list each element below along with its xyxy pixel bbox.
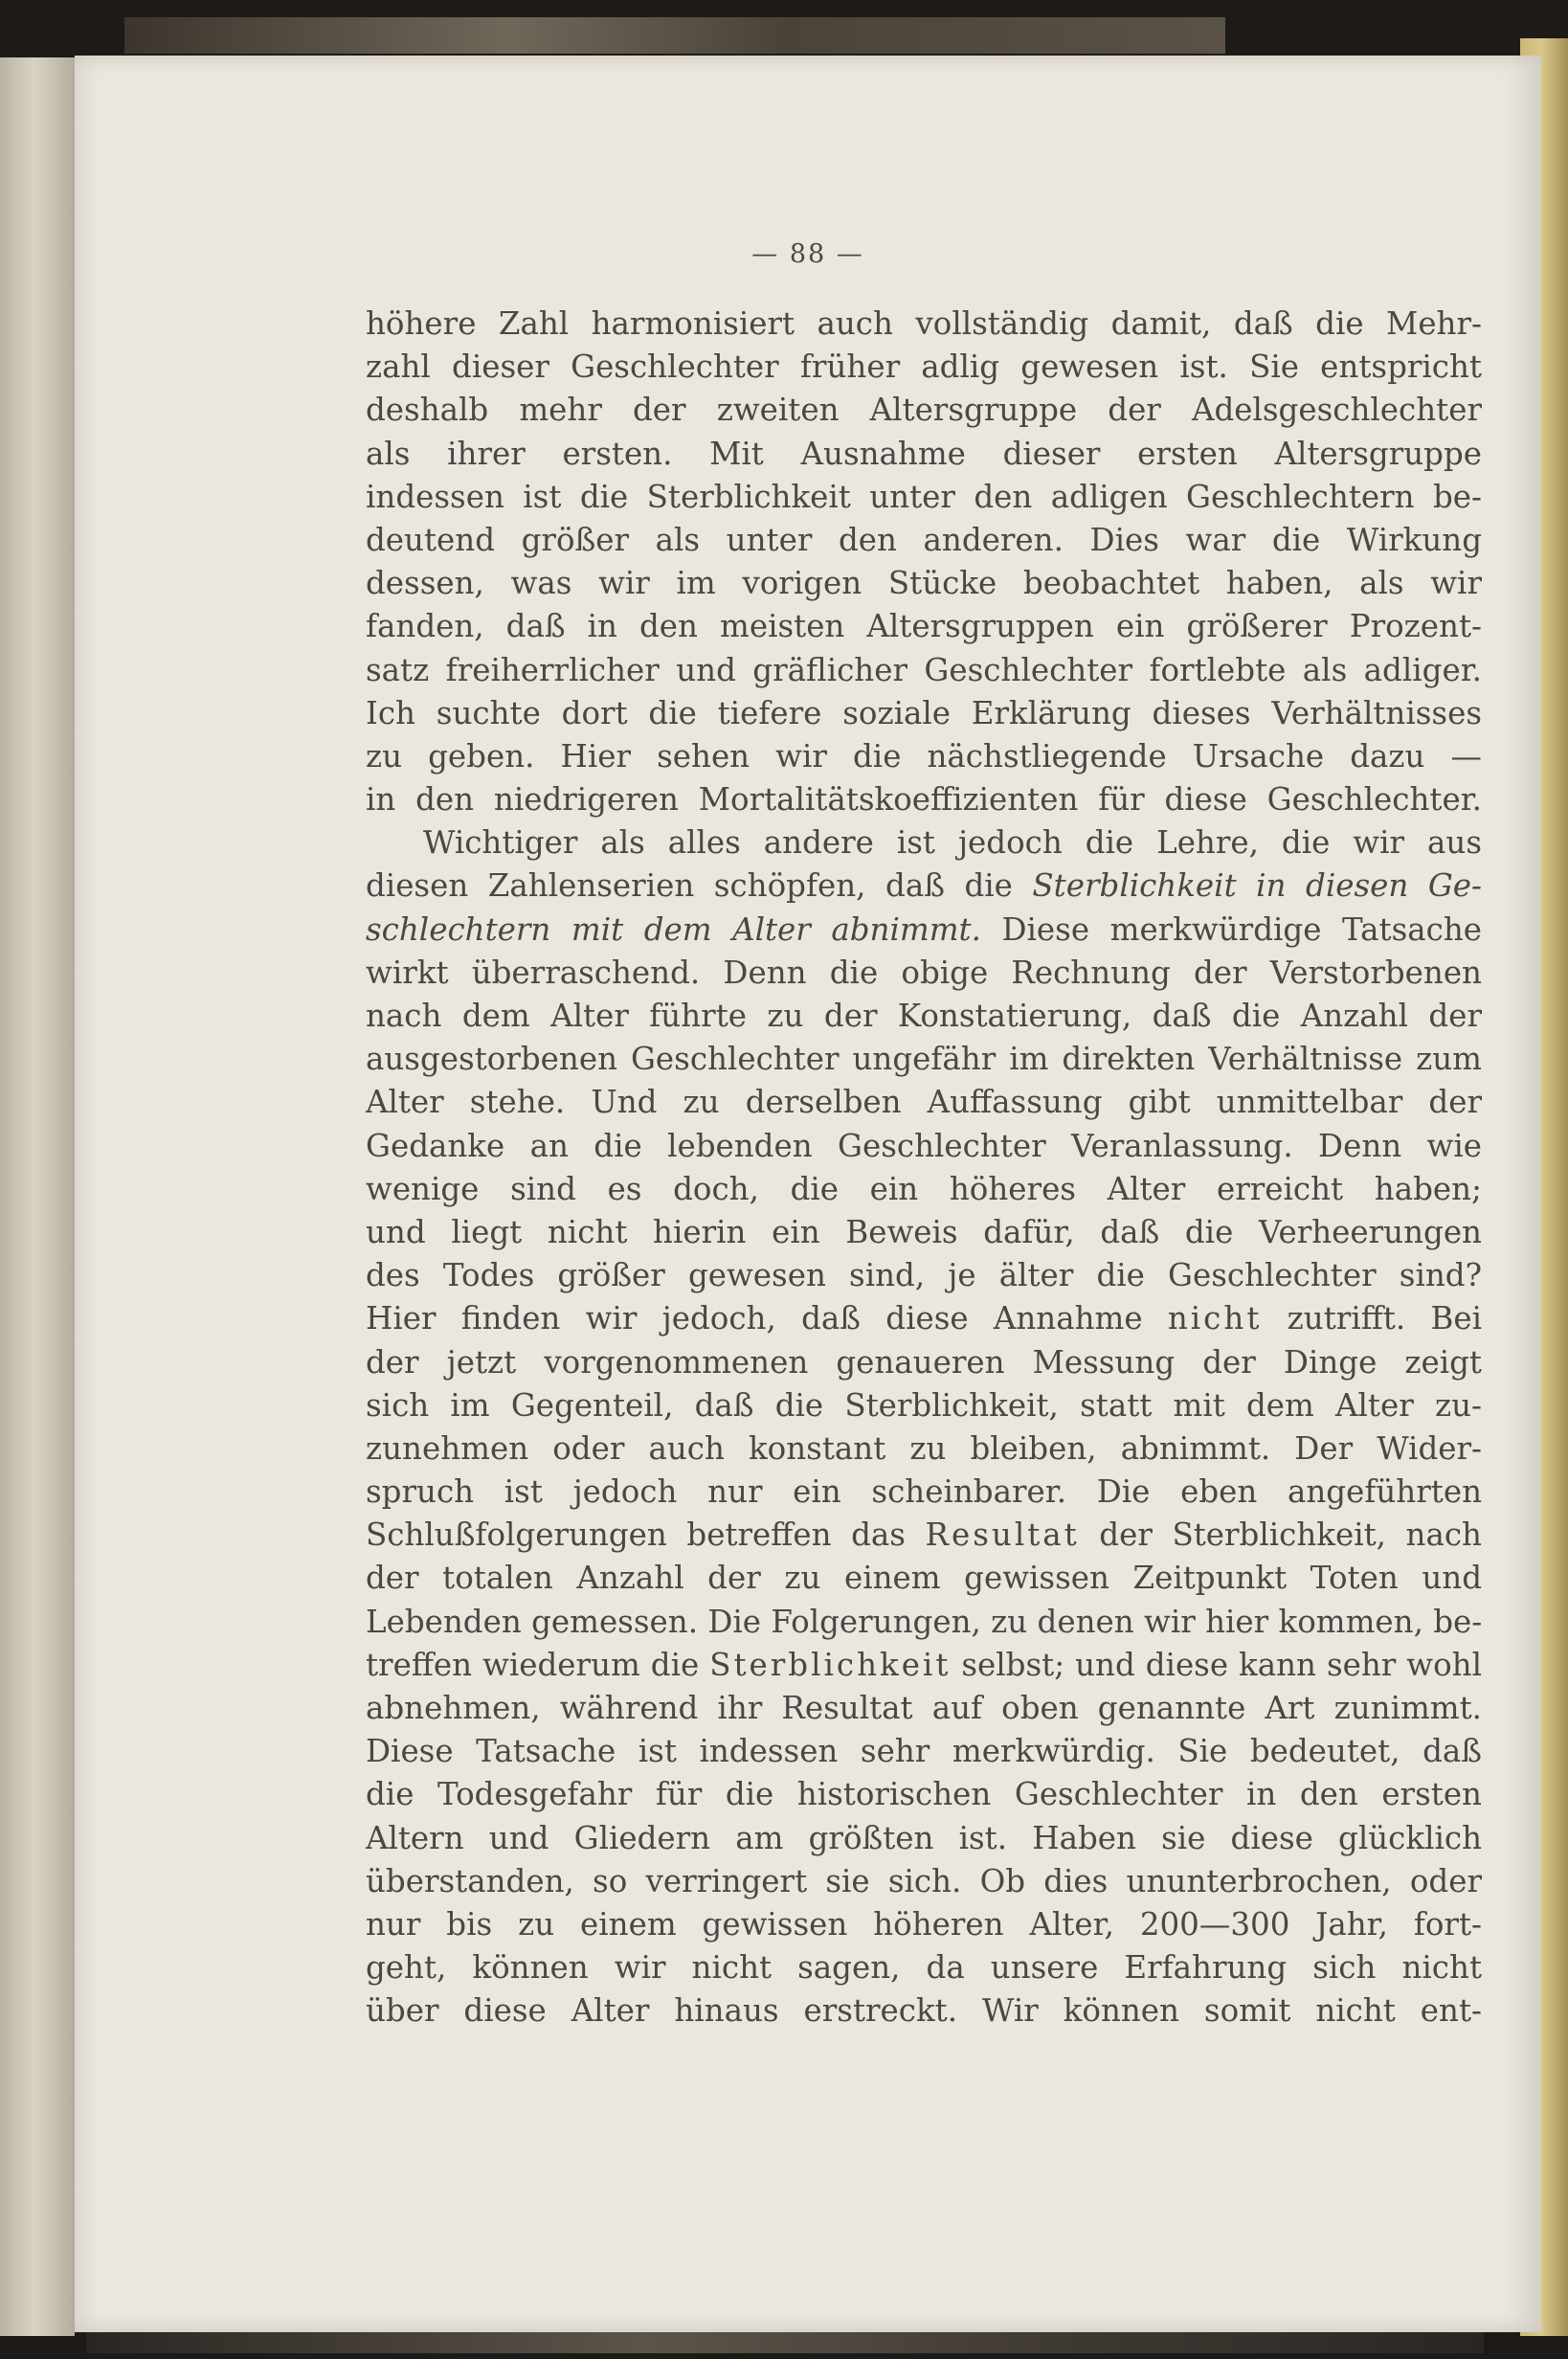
text-line — [366, 1730, 1482, 1773]
line-text: geht, können wir nicht sagen, da unsere Erfahrung sich nicht — [366, 1949, 1482, 1987]
text-line — [366, 1081, 1482, 1124]
italic-emphasis: Sterblichkeit in diesen Ge- — [1032, 867, 1482, 905]
text-line — [366, 476, 1482, 519]
spaced-emphasis: nicht — [1167, 1300, 1263, 1337]
text-line — [366, 1341, 1482, 1384]
text-line — [366, 1687, 1482, 1730]
line-text: Alter stehe. Und zu derselben Auffassung gibt unmittelbar der — [366, 1084, 1482, 1121]
text-line — [366, 1427, 1482, 1471]
text-line — [366, 1125, 1482, 1168]
line-text: selbst; und diese kann sehr wohl — [951, 1646, 1482, 1683]
line-text: diesen Zahlenserien schöpfen, daß die — [366, 867, 1033, 905]
line-text: zunehmen oder auch konstant zu bleiben, abnimmt. Der Wider- — [366, 1429, 1482, 1467]
line-text: Ich suchte dort die tiefere soziale Erklärung dieses Verhältnisses — [366, 694, 1482, 731]
text-line — [366, 865, 1482, 908]
line-text: höhere Zahl harmonisiert auch vollständig damit, daß die Mehr- — [366, 305, 1482, 342]
italic-emphasis: schlechtern mit dem Alter abnimmt. — [366, 910, 981, 948]
line-text: des Todes größer gewesen sind, je älter die Geschlechter sind? — [366, 1257, 1482, 1294]
line-text: spruch ist jedoch nur ein scheinbarer. Die eben angeführten — [366, 1473, 1482, 1511]
text-line — [366, 778, 1482, 821]
text-line — [366, 995, 1482, 1038]
line-text: fanden, daß in den meisten Altersgruppen ein größerer Prozent- — [366, 608, 1482, 645]
text-line — [366, 1168, 1482, 1211]
line-text: Hier finden wir jedoch, daß diese Annahme — [366, 1300, 1168, 1337]
text-line — [366, 692, 1482, 735]
line-text: deshalb mehr der zweiten Altersgruppe der Adelsgeschlechter — [366, 392, 1482, 429]
text-line — [366, 1514, 1482, 1557]
text-line — [366, 303, 1482, 346]
line-text: Diese Tatsache ist indessen sehr merkwürdig. Sie bedeutet, daß — [366, 1733, 1482, 1770]
line-text: Schlußfolgerungen betreffen das — [366, 1516, 926, 1554]
text-line — [366, 952, 1482, 995]
text-line — [366, 1297, 1482, 1340]
text-line — [366, 1817, 1482, 1860]
line-text: überstanden, so verringert sie sich. Ob dies ununterbrochen, oder — [366, 1862, 1482, 1899]
page-number: — 88 — — [751, 239, 864, 269]
spaced-emphasis: Sterblichkeit — [709, 1646, 952, 1683]
line-text: satz freiherrlicher und gräflicher Geschlechter fortlebte als adliger. — [366, 651, 1482, 688]
line-text: dessen, was wir im vorigen Stücke beobachtet haben, als wir — [366, 565, 1482, 602]
line-text: Wichtiger als alles andere ist jedoch die Lehre, die wir aus — [423, 824, 1482, 862]
text-line — [366, 1254, 1482, 1297]
text-line — [366, 1644, 1482, 1687]
line-text: die Todesgefahr für die historischen Geschlechter in den ersten — [366, 1776, 1482, 1813]
text-line — [366, 1989, 1482, 2033]
text-line — [366, 1038, 1482, 1081]
text-line — [366, 1471, 1482, 1514]
line-text: Lebenden gemessen. Die Folgerungen, zu denen wir hier kommen, be- — [366, 1603, 1482, 1640]
line-text: zahl dieser Geschlechter früher adlig gewesen ist. Sie entspricht — [366, 348, 1482, 386]
line-text: nur bis zu einem gewissen höheren Alter, 200—300 Jahr, fort- — [366, 1905, 1482, 1943]
book-page — [75, 56, 1541, 2332]
body-text — [366, 303, 1482, 2033]
text-line — [366, 1601, 1482, 1644]
line-text: und liegt nicht hierin ein Beweis dafür, daß die Verheerungen — [366, 1213, 1482, 1250]
line-text: wenige sind es doch, die ein höheres Alter erreicht haben; — [366, 1170, 1482, 1207]
text-line — [366, 1384, 1482, 1427]
line-text: der jetzt vorgenommenen genaueren Messung der Dinge zeigt — [366, 1343, 1482, 1381]
line-text: sich im Gegenteil, daß die Sterblichkeit, statt mit dem Alter zu- — [366, 1386, 1482, 1424]
text-line — [366, 562, 1482, 605]
top-binding-strip — [124, 17, 1225, 54]
text-line — [366, 1860, 1482, 1903]
line-text: Diese merkwürdige Tatsache — [980, 910, 1482, 948]
text-line — [366, 1903, 1482, 1946]
line-text: treffen wiederum die — [366, 1646, 710, 1683]
line-text: Altern und Gliedern am größten ist. Haben sie diese glücklich — [366, 1819, 1482, 1856]
text-line — [366, 1946, 1482, 1989]
line-text: wirkt überraschend. Denn die obige Rechnung der Verstorbenen — [366, 954, 1482, 991]
line-text: als ihrer ersten. Mit Ausnahme dieser ersten Altersgruppe — [366, 435, 1482, 472]
left-page-edges — [0, 57, 75, 2336]
line-text: zutrifft. Bei — [1262, 1300, 1482, 1337]
text-line — [366, 346, 1482, 389]
text-line — [366, 1773, 1482, 1816]
line-text: in den niedrigeren Mortalitätskoeffizienten für diese Geschlechter. — [366, 781, 1482, 819]
text-line — [366, 821, 1482, 865]
line-text: zu geben. Hier sehen wir die nächstliegende Ursache dazu — — [366, 737, 1482, 775]
text-line — [366, 605, 1482, 648]
text-line — [366, 1211, 1482, 1254]
line-text: abnehmen, während ihr Resultat auf oben genannte Art zunimmt. — [366, 1690, 1482, 1726]
text-line — [366, 519, 1482, 562]
text-line — [366, 735, 1482, 778]
line-text: der Sterblichkeit, nach — [1079, 1516, 1482, 1554]
text-line — [366, 909, 1482, 952]
text-line — [366, 1557, 1482, 1600]
line-text: deutend größer als unter den anderen. Dies war die Wirkung — [366, 521, 1482, 558]
text-line — [366, 433, 1482, 476]
spaced-emphasis: Resultat — [925, 1516, 1080, 1554]
line-text: der totalen Anzahl der zu einem gewissen Zeitpunkt Toten und — [366, 1560, 1482, 1597]
line-text: über diese Alter hinaus erstreckt. Wir können somit nicht ent- — [366, 1992, 1482, 2030]
line-text: Gedanke an die lebenden Geschlechter Veranlassung. Denn wie — [366, 1127, 1482, 1164]
text-line — [366, 389, 1482, 432]
line-text: indessen ist die Sterblichkeit unter den adligen Geschlechtern be- — [366, 478, 1482, 515]
line-text: ausgestorbenen Geschlechter ungefähr im direkten Verhältnisse zum — [366, 1041, 1482, 1078]
text-line — [366, 649, 1482, 692]
line-text: nach dem Alter führte zu der Konstatierung, daß die Anzahl der — [366, 998, 1482, 1034]
